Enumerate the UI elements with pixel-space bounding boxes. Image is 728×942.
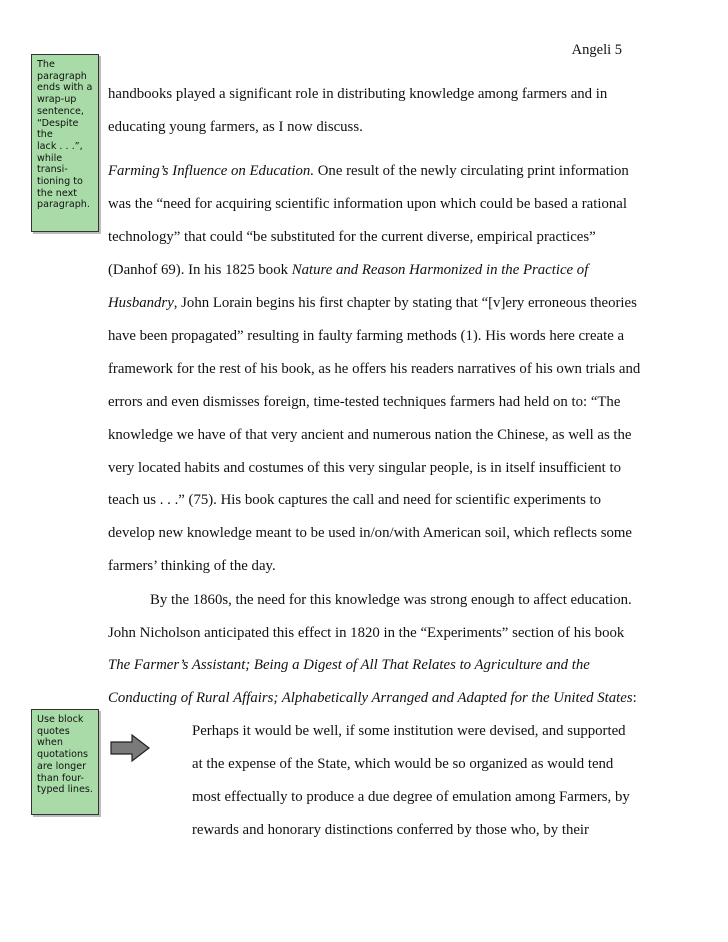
book-title: Conducting of Rural Affairs; Alphabetically Arranged and Adapted for the United States [108,690,633,706]
note-line: Use block [37,714,84,725]
note-line: sentence, [37,105,84,117]
note-line: The [37,59,55,70]
blockquote-line: Perhaps it would be well, if some institution were devised, and supported [192,723,626,739]
note-line: are longer [37,760,87,772]
right-arrow-icon [110,734,150,762]
body-line [108,690,637,707]
note-line: tioning to [37,176,83,188]
body-line: develop new knowledge meant to be used in/on/with American soil, which reflects some [108,525,632,541]
note-line: wrap-up [37,94,77,106]
blockquote-line: rewards and honorary distinctions conferred by those who, by their [192,822,589,838]
note-line: ends with a [37,82,93,94]
note-line: lack . . .”, [37,140,83,152]
book-title: Nature and Reason Harmonized in the Practice of [291,262,589,278]
body-line: have been propagated” resulting in faulty farming methods (1). His words here create a [108,328,625,344]
note-line: the [37,129,53,141]
book-title: Husbandry [108,295,174,311]
note-line: when [37,737,63,749]
body-text: One result of the newly circulating print information [314,163,629,179]
body-line: farmers’ thinking of the day. [108,558,276,574]
note-line: while [37,152,63,164]
body-line [108,657,590,674]
body-line: teach us . . .” (75). His book captures the call and need for scientific experiments to [108,492,602,508]
body-line: framework for the rest of his book, as he offers his readers narratives of his own trials and [108,361,641,377]
note-line: paragraph [37,70,87,82]
note-line: transi- [37,164,68,176]
body-line [108,295,637,312]
body-line: technology” that could “be substituted for the current diverse, empirical practices” [108,229,596,245]
note-line: the next [37,187,78,199]
blockquote-line: most effectually to produce a due degree of emulation among Farmers, by [192,789,630,805]
body-text: : [632,690,637,706]
body-line: very located habits and costumes of this very singular people, is in itself insufficient to [108,460,621,476]
section-heading: Farming’s Influence on Education. [108,163,315,179]
note-line: quotes [37,725,70,737]
body-line: handbooks played a significant role in distributing knowledge among farmers and in [108,86,608,102]
body-line: was the “need for acquiring scientific information upon which could be based a rational [108,196,627,212]
book-title: The Farmer’s Assistant; Being a Digest of All That Relates to Agriculture and the [108,657,590,673]
annotation-note-block-quotes [31,709,99,815]
body-line: educating young farmers, as I now discuss. [108,119,363,135]
annotation-note-wrap-up [31,54,99,232]
note-line: paragraph. [37,199,90,211]
note-line: typed lines. [37,784,93,796]
note-line: quotations [37,749,89,761]
body-line: knowledge we have of that very ancient and numerous nation the Chinese, as well as the [108,427,632,443]
body-line [108,163,629,180]
body-line [108,262,588,279]
body-line: By the 1860s, the need for this knowledge was strong enough to affect education. [150,592,632,608]
blockquote-line: at the expense of the State, which would be so organized as would tend [192,756,614,772]
body-text: , John Lorain begins his first chapter by stating that “[v]ery erroneous theories [173,295,637,311]
page-header: Angeli 5 [571,42,622,58]
note-line: than four- [37,772,84,784]
body-text: (Danhof 69). In his 1825 book [108,262,292,278]
note-line: “Despite [37,117,79,129]
body-line: John Nicholson anticipated this effect in 1820 in the “Experiments” section of his book [108,625,625,641]
body-line: errors and even dismisses foreign, time-tested techniques farmers had held on to: “The [108,394,621,410]
